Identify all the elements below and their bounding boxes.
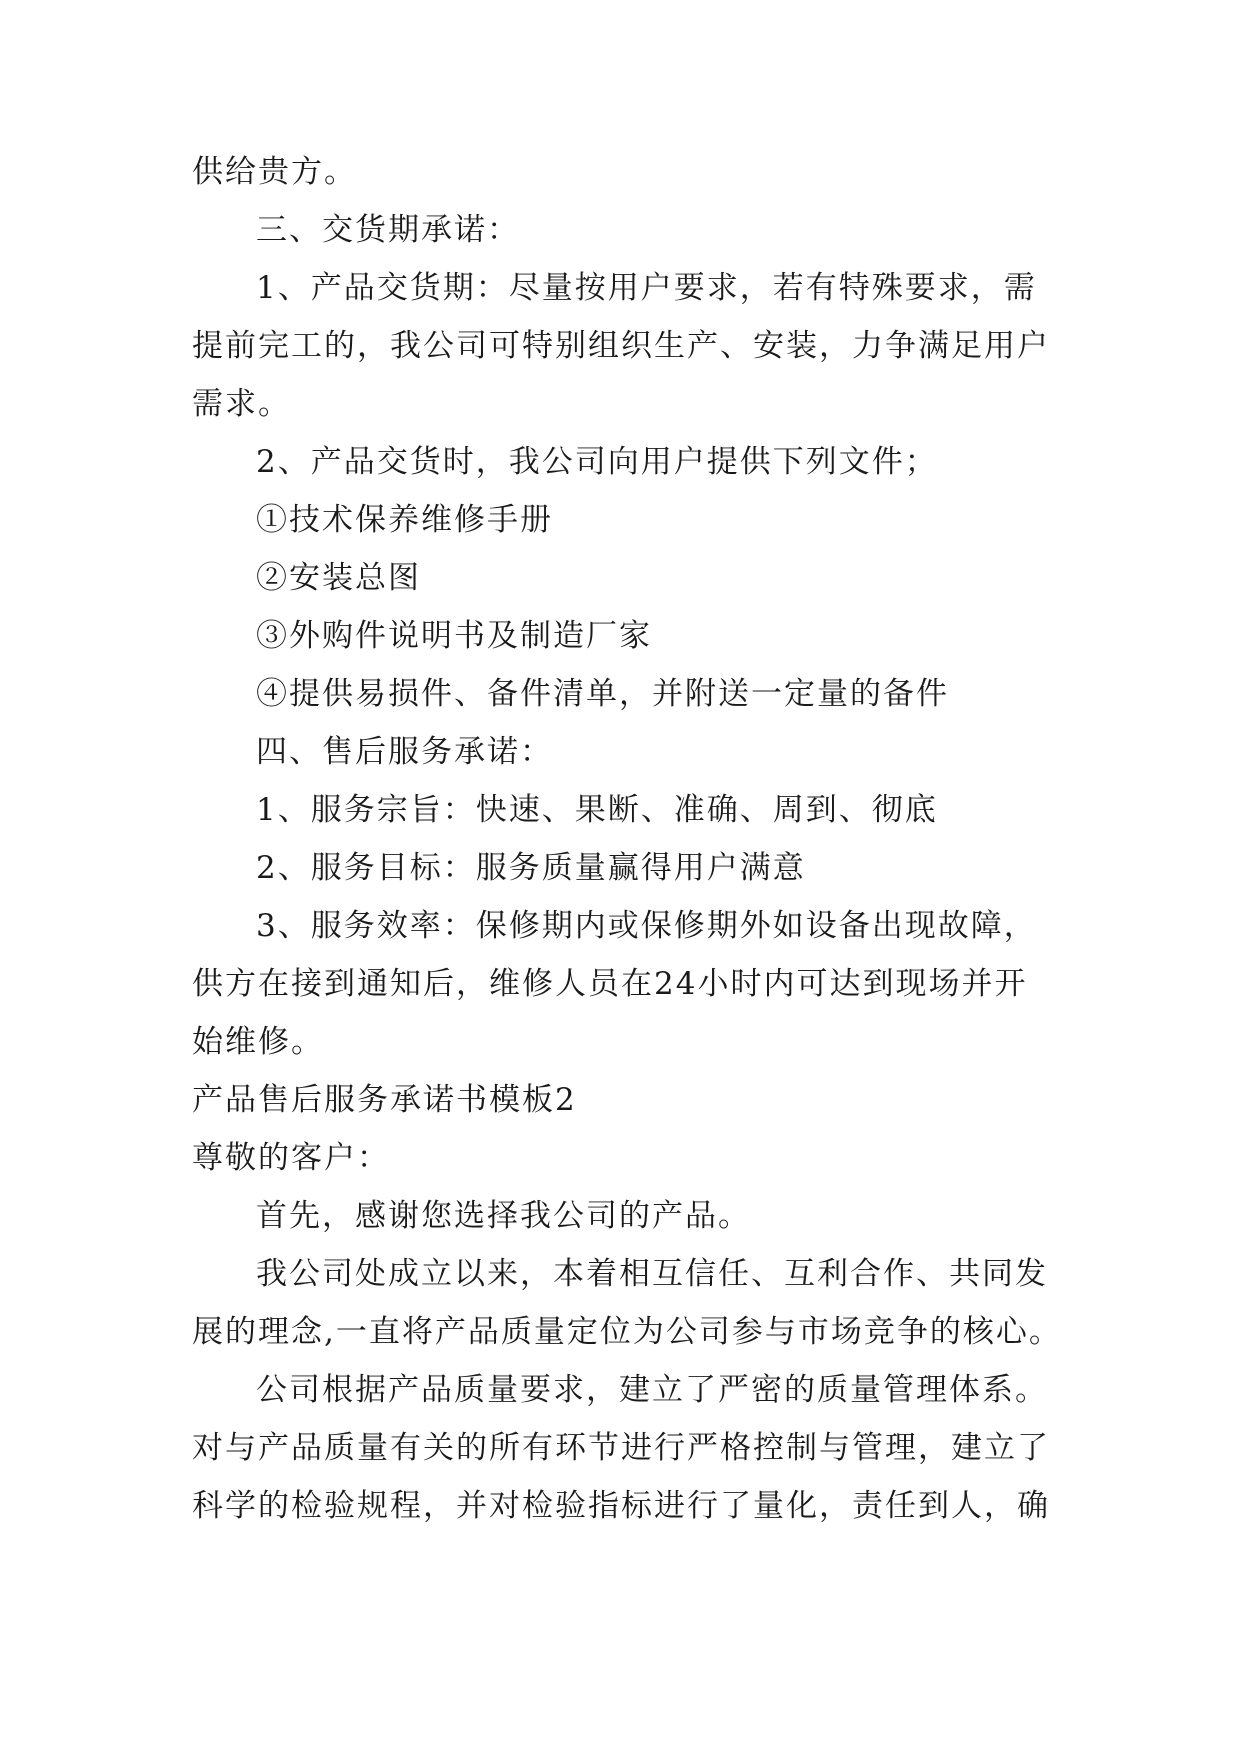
text-line: 2、产品交货时，我公司向用户提供下列文件；: [256, 444, 938, 480]
text-line: 供给贵方。: [192, 154, 357, 190]
document-title: 产品售后服务承诺书模板2: [192, 1082, 577, 1118]
list-item: ④提供易损件、备件清单，并附送一定量的备件: [256, 676, 949, 712]
text-line: 展的理念,一直将产品质量定位为公司参与市场竞争的核心。: [192, 1314, 1062, 1350]
text-line: 2、服务目标：服务质量赢得用户满意: [256, 850, 806, 886]
text-line: 对与产品质量有关的所有环节进行严格控制与管理，建立了: [192, 1430, 1050, 1466]
text-line: 需求。: [192, 386, 291, 422]
list-item: ①技术保养维修手册: [256, 502, 553, 538]
text-line: 公司根据产品质量要求，建立了严密的质量管理体系。: [256, 1372, 1048, 1408]
text-line: 1、产品交货期：尽量按用户要求，若有特殊要求，需: [256, 270, 1037, 306]
text-line: 3、服务效率：保修期内或保修期外如设备出现故障，: [256, 908, 1037, 944]
text-line: 科学的检验规程，并对检验指标进行了量化，责任到人，确: [192, 1488, 1050, 1524]
list-item: ②安装总图: [256, 560, 421, 596]
list-item: ③外购件说明书及制造厂家: [256, 618, 652, 654]
text-line: 提前完工的，我公司可特别组织生产、安装，力争满足用户: [192, 328, 1050, 364]
text-line: 我公司处成立以来，本着相互信任、互利合作、共同发: [256, 1256, 1048, 1292]
text-line: 始维修。: [192, 1024, 324, 1060]
section-heading: 四、售后服务承诺：: [256, 734, 553, 770]
section-heading: 三、交货期承诺：: [256, 212, 520, 248]
text-line: 首先，感谢您选择我公司的产品。: [256, 1198, 751, 1234]
text-line: 1、服务宗旨：快速、果断、准确、周到、彻底: [256, 792, 938, 828]
text-line: 供方在接到通知后，维修人员在24小时内可达到现场并开: [192, 966, 1028, 1002]
salutation: 尊敬的客户：: [192, 1140, 390, 1176]
